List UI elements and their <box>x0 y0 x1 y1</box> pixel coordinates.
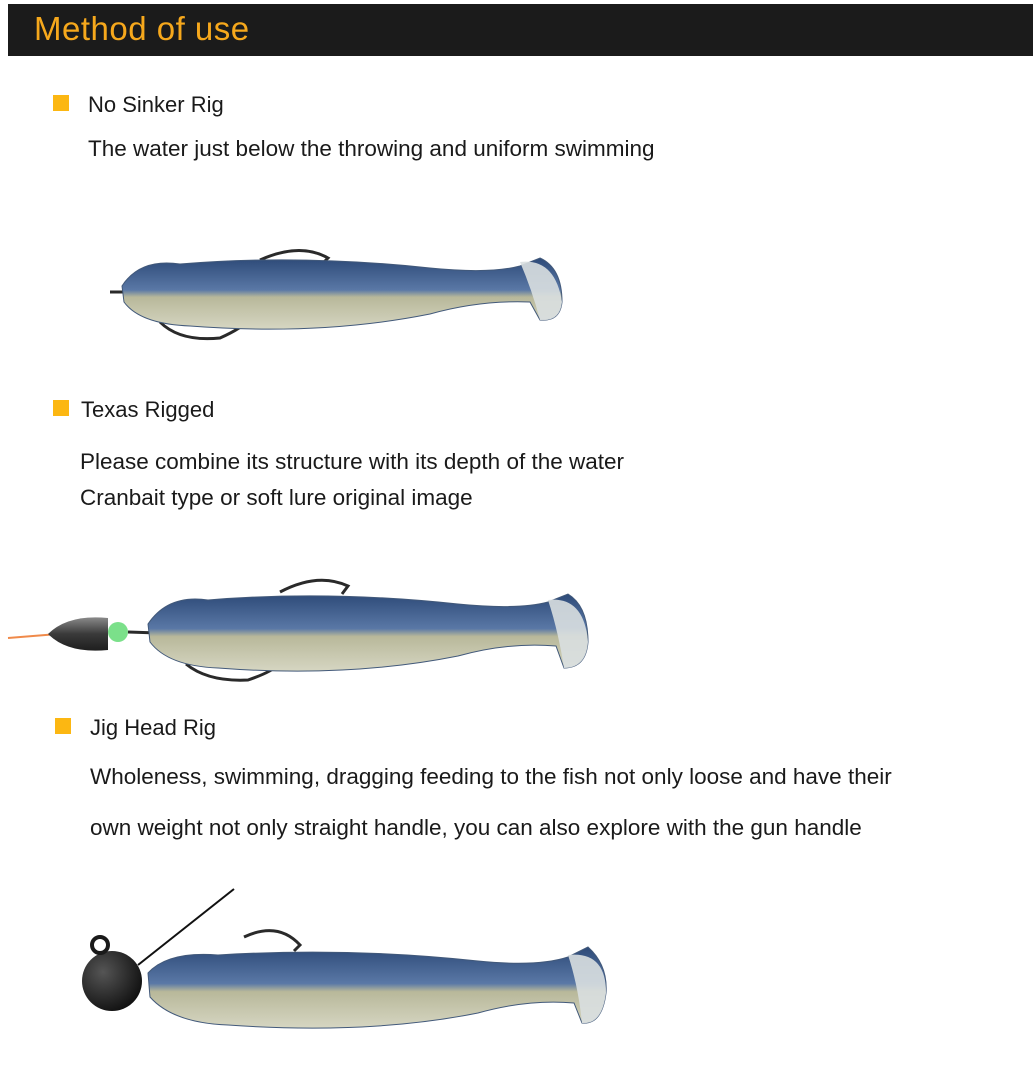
section-title-texas-rigged: Texas Rigged <box>81 397 215 422</box>
section-description: Wholeness, swimming, dragging feeding to the fish not only loose and have their <box>90 764 892 789</box>
section-title-no-sinker: No Sinker Rig <box>88 92 224 117</box>
section-description: Cranbait type or soft lure original image <box>80 485 473 510</box>
bullet-square <box>53 400 69 416</box>
section-description: own weight not only straight handle, you can also explore with the gun handle <box>90 815 862 840</box>
section-description: Please combine its structure with its depth of the water <box>80 449 625 474</box>
section-description: The water just below the throwing and uniform swimming <box>88 136 655 161</box>
section-title-jig-head: Jig Head Rig <box>90 715 216 740</box>
page-title: Method of use <box>34 10 250 47</box>
bullet-square <box>55 718 71 734</box>
soft-lure-texas-rig-image <box>8 572 593 692</box>
bullet-square <box>53 95 69 111</box>
soft-lure-jig-head-rig-image <box>78 885 618 1045</box>
section-header <box>8 4 1033 56</box>
soft-lure-no-sinker-rig-image <box>100 240 570 350</box>
